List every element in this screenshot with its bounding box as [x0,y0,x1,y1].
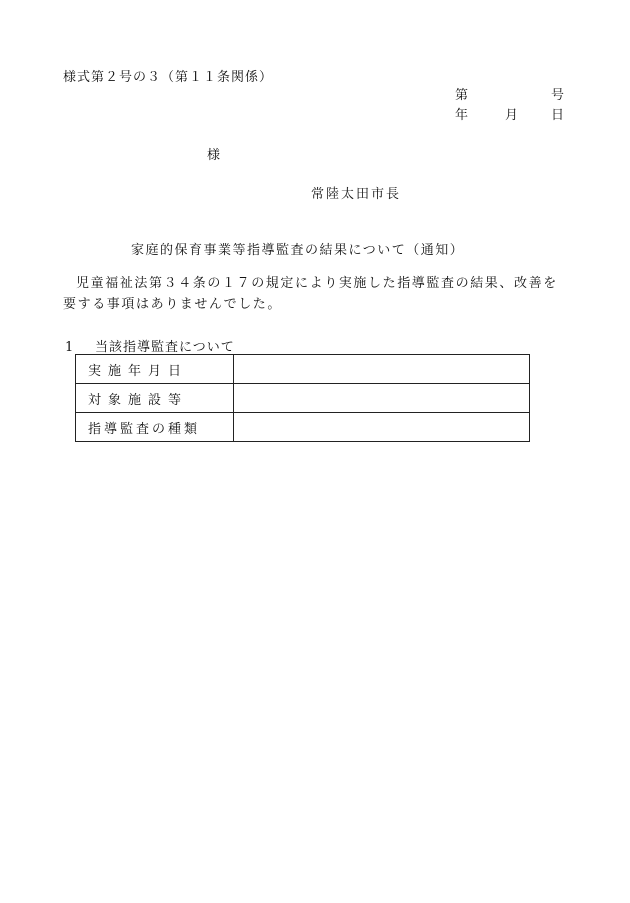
section-heading-text: 当該指導監査について [95,340,235,355]
addressee-honorific: 様 [207,148,221,163]
row-label-facility: 対象施設等 [76,384,234,413]
body-paragraph: 児童福祉法第３４条の１７の規定により実施した指導監査の結果、改善を要する事項はありませんでした。 [63,276,558,312]
document-number-suffix: 号 [551,88,565,103]
table-row [76,355,530,384]
form-number: 様式第２号の３（第１１条関係） [63,70,274,85]
date-day-label: 日 [551,108,565,123]
issuer-name: 常陸太田市長 [311,187,402,202]
section-heading [65,336,235,355]
row-value-audit-type [234,413,530,442]
row-label-audit-type: 指導監査の種類 [76,413,234,442]
date-month-label: 月 [505,108,519,123]
row-label-date: 実施年月日 [76,355,234,384]
row-value-date [234,355,530,384]
document-title: 家庭的保育事業等指導監査の結果について（通知） [131,243,465,258]
table-row [76,413,530,442]
date-year-label: 年 [455,108,469,123]
audit-info-table [75,354,530,442]
row-value-facility [234,384,530,413]
section-number: 1 [65,340,75,355]
document-number-prefix: 第 [455,88,469,103]
table-row [76,384,530,413]
